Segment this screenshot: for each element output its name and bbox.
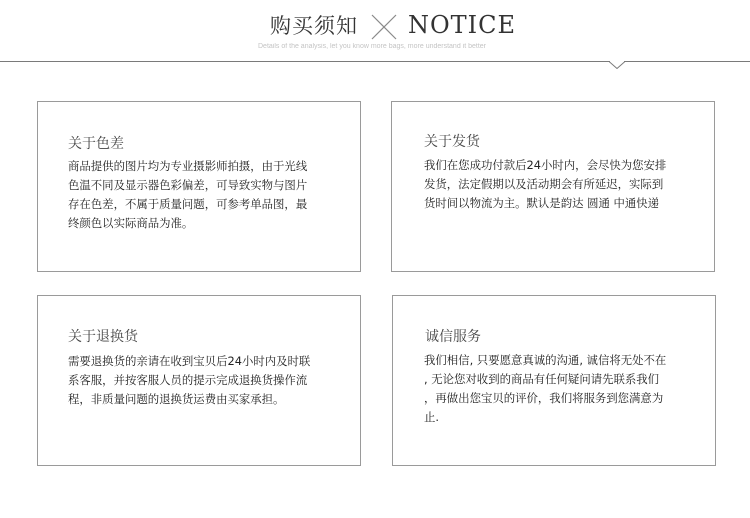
card-text-line: 程，非质量问题的退换货运费由买家承担。 <box>68 392 285 406</box>
card-text-line: 系客服，并按客服人员的提示完成退换货操作流 <box>68 373 308 387</box>
card-text-line: 存在色差，不属于质量问题，可参考单品图，最 <box>68 197 308 211</box>
card-body <box>68 352 310 409</box>
card-color-difference <box>37 101 361 272</box>
card-shipping <box>391 101 715 272</box>
header-divider <box>0 61 610 62</box>
divider-notch-icon <box>609 61 625 69</box>
header-subtitle: Details of the analysis, let you know more bags, more understand it better <box>258 43 487 50</box>
card-text-line: 货时间以物流为主。默认是韵达 圆通 中通快递 <box>424 196 660 210</box>
title-chinese: 购买须知 <box>270 14 358 38</box>
card-title: 诚信服务 <box>425 329 481 345</box>
card-text-line: 终颜色以实际商品为准。 <box>68 216 194 230</box>
card-returns <box>37 295 361 466</box>
card-text-line: 发货，法定假期以及活动期会有所延迟，实际到 <box>424 177 664 191</box>
card-body <box>68 157 307 233</box>
card-title: 关于色差 <box>68 136 124 152</box>
title-english: NOTICE <box>408 11 517 39</box>
card-integrity-service <box>392 295 716 466</box>
cross-icon <box>370 13 398 41</box>
card-text-line: 止. <box>424 410 440 424</box>
card-title: 关于发货 <box>424 134 480 150</box>
card-title: 关于退换货 <box>68 329 138 345</box>
header-divider-right <box>624 61 750 62</box>
card-body <box>424 156 666 213</box>
card-text-line: 商品提供的图片均为专业摄影师拍摄，由于光线 <box>68 159 308 173</box>
card-text-line: ，再做出您宝贝的评价，我们将服务到您满意为 <box>424 391 664 405</box>
card-text-line: , 无论您对收到的商品有任何疑问请先联系我们 <box>424 372 660 386</box>
card-body <box>424 351 666 427</box>
card-text-line: 色温不同及显示器色彩偏差，可导致实物与图片 <box>68 178 308 192</box>
notice-header <box>0 0 750 70</box>
card-text-line: 我们相信, 只要愿意真诚的沟通, 诚信将无处不在 <box>424 353 667 367</box>
card-text-line: 需要退换货的亲请在收到宝贝后24小时内及时联 <box>68 354 311 368</box>
card-text-line: 我们在您成功付款后24小时内，会尽快为您安排 <box>424 158 667 172</box>
